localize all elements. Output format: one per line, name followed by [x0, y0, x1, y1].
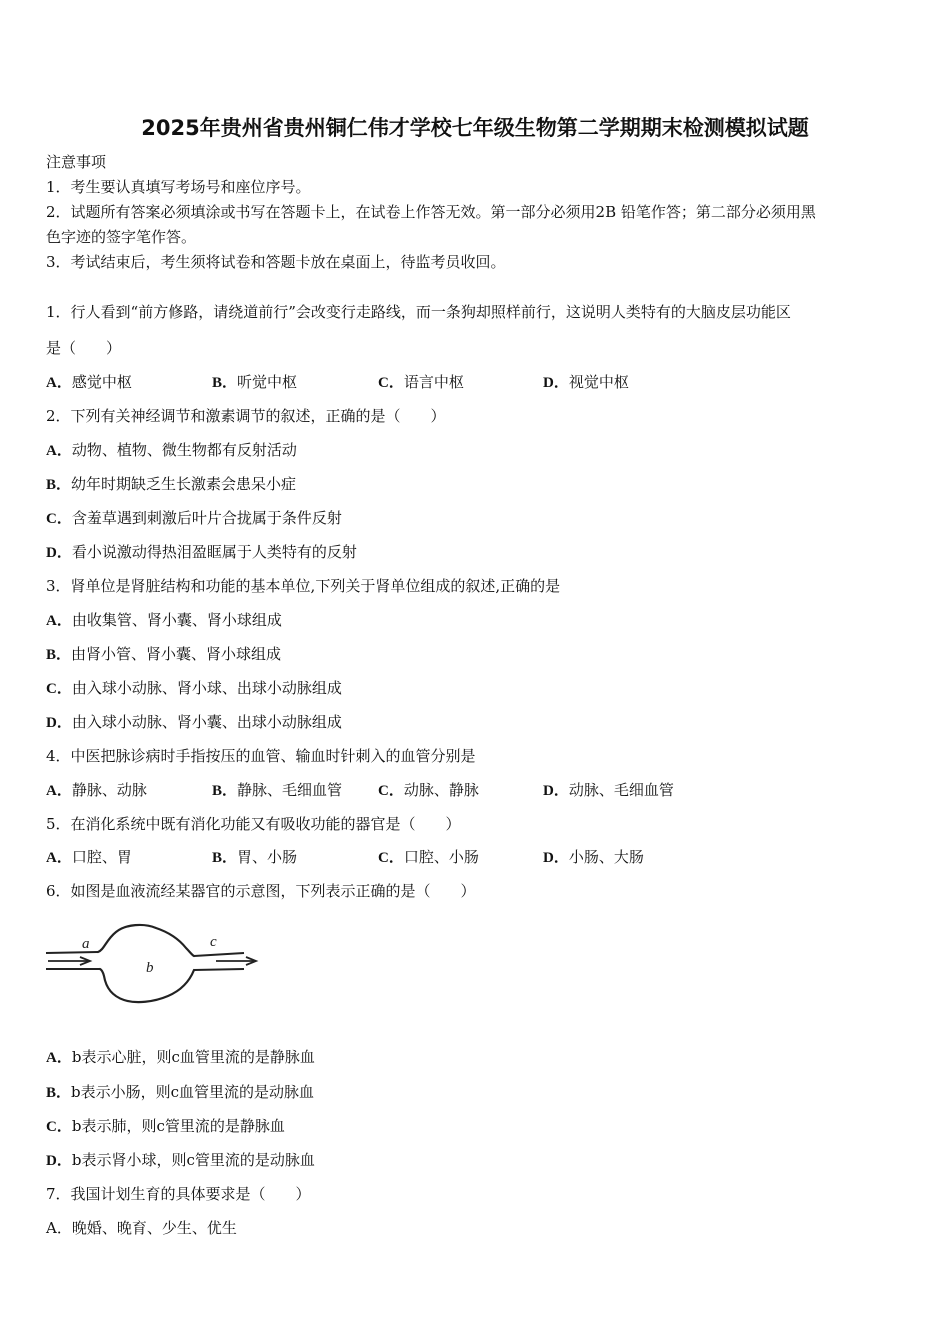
option-text: 动脉、毛细血管	[568, 781, 674, 799]
option-label: C．	[378, 850, 404, 866]
q6-option-a	[46, 1047, 315, 1068]
q1-stem-line1: 1．行人看到“前方修路，请绕道前行”会改变行走路线，而一条狗却照样前行，这说明人类特有的大脑皮层功能区	[46, 303, 791, 321]
option-label: D．	[543, 783, 569, 799]
q3-option-d	[46, 712, 342, 733]
option-label: A．	[46, 613, 72, 629]
q6-option-c	[46, 1116, 285, 1137]
option-label: B．	[212, 375, 238, 391]
option-label: D．	[46, 715, 72, 731]
q4-option-d	[543, 780, 674, 801]
notice-item-2-continued: 色字迹的签字笔作答。	[46, 228, 197, 246]
notice-item-1: 1．考生要认真填写考场号和座位序号。	[46, 178, 311, 196]
option-label: D．	[46, 545, 72, 561]
q1-option-c	[378, 372, 464, 393]
option-text: 动脉、静脉	[403, 781, 479, 799]
option-text: 静脉、毛细血管	[237, 781, 343, 799]
q5-option-d	[543, 847, 644, 868]
outflow-arrow	[216, 957, 256, 965]
option-label: B．	[212, 783, 238, 799]
option-label: D．	[543, 850, 569, 866]
q1-stem-line2: 是（ ）	[46, 339, 122, 357]
q5-option-a	[46, 847, 132, 868]
option-text: 胃、小肠	[237, 848, 298, 866]
option-label: B．	[46, 477, 72, 493]
option-text: 含羞草遇到刺激后叶片合拢属于条件反射	[71, 509, 342, 527]
option-label: A．	[46, 783, 72, 799]
label-a: a	[82, 936, 90, 952]
option-text: 晚婚、晚育、少生、优生	[71, 1219, 237, 1237]
q2-option-a	[46, 440, 297, 461]
option-text: b表示心脏，则c血管里流的是静脉血	[71, 1048, 315, 1066]
option-label: D．	[46, 1153, 72, 1169]
option-text: 语言中枢	[403, 373, 464, 391]
option-label: A．	[46, 1050, 72, 1066]
option-text: 幼年时期缺乏生长激素会患呆小症	[71, 475, 297, 493]
option-text: 看小说激动得热泪盈眶属于人类特有的反射	[71, 543, 357, 561]
notice-item-3: 3．考试结束后，考生须将试卷和答题卡放在桌面上，待监考员收回。	[46, 253, 506, 271]
label-b: b	[146, 960, 154, 976]
option-text: 口腔、小肠	[403, 848, 479, 866]
option-text: 感觉中枢	[71, 373, 132, 391]
option-label: B．	[212, 850, 238, 866]
q6-stem: 6．如图是血液流经某器官的示意图，下列表示正确的是（ ）	[46, 882, 476, 900]
option-label: B．	[46, 647, 72, 663]
notice-item-2: 2．试题所有答案必须填涂或书写在答题卡上，在试卷上作答无效。第一部分必须用2B 铅笔作答；第二部分必须用黑	[46, 203, 816, 221]
inflow-arrow	[48, 957, 90, 965]
option-label: A．	[46, 375, 72, 391]
option-label: C．	[378, 375, 404, 391]
q1-option-a	[46, 372, 132, 393]
option-text: 视觉中枢	[568, 373, 629, 391]
option-label: B．	[46, 1085, 72, 1101]
q2-option-b	[46, 474, 296, 495]
notice-heading: 注意事项	[46, 153, 107, 171]
q1-option-b	[212, 372, 297, 393]
q1-option-d	[543, 372, 629, 393]
q4-stem: 4．中医把脉诊病时手指按压的血管、输血时针刺入的血管分别是	[46, 747, 476, 765]
option-text: b表示小肠，则c血管里流的是动脉血	[71, 1083, 315, 1101]
q5-stem: 5．在消化系统中既有消化功能又有吸收功能的器官是（ ）	[46, 815, 461, 833]
option-label: C．	[46, 681, 72, 697]
option-label: A．	[46, 850, 72, 866]
q2-option-c	[46, 508, 342, 529]
option-text: 静脉、动脉	[71, 781, 147, 799]
option-text: 由收集管、肾小囊、肾小球组成	[71, 611, 282, 629]
q4-option-b	[212, 780, 342, 801]
option-text: 口腔、胃	[71, 848, 132, 866]
q3-option-b	[46, 644, 281, 665]
option-text: 听觉中枢	[237, 373, 298, 391]
q5-option-b	[212, 847, 297, 868]
option-label: A．	[46, 1219, 72, 1237]
q6-option-d	[46, 1150, 315, 1171]
option-text: 小肠、大肠	[568, 848, 644, 866]
q6-option-b	[46, 1082, 314, 1103]
q3-option-c	[46, 678, 342, 699]
q4-option-c	[378, 780, 479, 801]
option-label: C．	[46, 511, 72, 527]
label-c: c	[210, 934, 217, 950]
q5-option-c	[378, 847, 479, 868]
page-title: 2025年贵州省贵州铜仁伟才学校七年级生物第二学期期末检测模拟试题	[141, 116, 809, 140]
option-text: b表示肺，则c管里流的是静脉血	[71, 1117, 285, 1135]
option-text: 由入球小动脉、肾小球、出球小动脉组成	[71, 679, 342, 697]
q7-stem: 7．我国计划生育的具体要求是（ ）	[46, 1185, 311, 1203]
option-text: 由肾小管、肾小囊、肾小球组成	[71, 645, 282, 663]
option-label: A．	[46, 443, 72, 459]
option-label: C．	[46, 1119, 72, 1135]
option-label: C．	[378, 783, 404, 799]
q2-option-d	[46, 542, 357, 563]
option-text: 由入球小动脉、肾小囊、出球小动脉组成	[71, 713, 342, 731]
option-text: 动物、植物、微生物都有反射活动	[71, 441, 297, 459]
q7-option-a	[46, 1218, 237, 1238]
option-label: D．	[543, 375, 569, 391]
q3-option-a	[46, 610, 282, 631]
option-text: b表示肾小球，则c管里流的是动脉血	[71, 1151, 315, 1169]
blood-flow-diagram	[44, 920, 259, 1008]
q3-stem: 3．肾单位是肾脏结构和功能的基本单位,下列关于肾单位组成的叙述,正确的是	[46, 577, 561, 595]
q4-option-a	[46, 780, 147, 801]
q2-stem: 2．下列有关神经调节和激素调节的叙述，正确的是（ ）	[46, 407, 446, 425]
